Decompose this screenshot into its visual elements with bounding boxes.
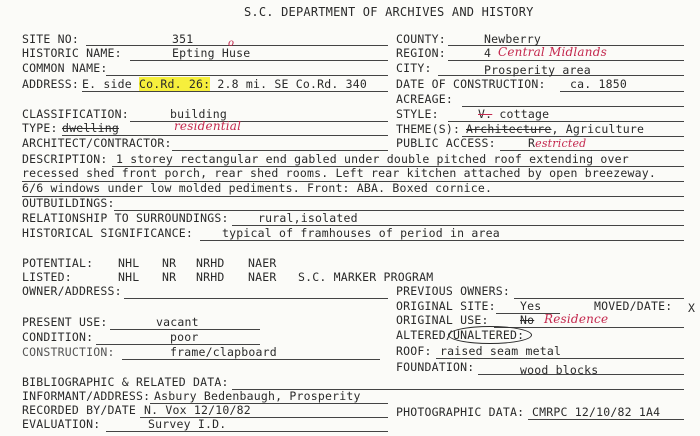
- description-text-2: recessed shed front porch, rear shed rooms. Left rear kitchen attached by open breezeway.: [22, 166, 656, 180]
- recorded-by-label: RECORDED BY/DATE: [22, 403, 136, 417]
- style-label: STYLE:: [396, 107, 439, 121]
- date-of-construction-label: DATE OF CONSTRUCTION:: [396, 77, 546, 91]
- city-label: CITY:: [396, 61, 432, 75]
- historic-name-part-b: o use: [228, 38, 251, 60]
- description-line-3: [22, 196, 684, 197]
- region-number: 4: [484, 46, 492, 60]
- date-of-construction-line: [560, 91, 684, 92]
- unaltered-circle-mark: [448, 326, 532, 344]
- region-handwritten: Central Midlands: [498, 45, 607, 59]
- common-name-line: [106, 75, 388, 76]
- evaluation-value: Survey I.D.: [148, 417, 227, 431]
- site-no-value: 351: [172, 32, 194, 46]
- themes-text: , Agriculture: [551, 122, 645, 136]
- acreage-label: ACREAGE:: [396, 92, 453, 106]
- original-use-struck: No: [520, 313, 535, 327]
- altered-unaltered-label: ALTERED/UNALTERED:: [396, 328, 525, 342]
- themes-label: THEME(S):: [396, 122, 461, 136]
- roof-label: ROOF:: [396, 344, 432, 358]
- significance-label: HISTORICAL SIGNIFICANCE:: [22, 226, 193, 240]
- original-use-handwritten: Residence: [544, 312, 609, 326]
- themes-value: [466, 123, 644, 136]
- classification-label: CLASSIFICATION:: [22, 107, 129, 121]
- public-access-handwritten: estricted: [535, 137, 587, 150]
- description-text-1: 1 storey rectangular end gabled under double pitched roof extending over: [116, 152, 629, 166]
- historic-name-label: HISTORIC NAME:: [22, 46, 122, 60]
- themes-struck: Architecture: [466, 122, 552, 136]
- historic-name-line: [130, 60, 388, 61]
- address-label: ADDRESS:: [22, 77, 79, 91]
- owner-label: OWNER/ADDRESS:: [22, 284, 122, 298]
- classification-line: [130, 121, 388, 122]
- foundation-label: FOUNDATION:: [396, 360, 475, 374]
- architect-label: ARCHITECT/CONTRACTOR:: [22, 136, 172, 150]
- address-highlight: Co.Rd. 26:: [139, 77, 211, 91]
- marker-program-label: S.C. MARKER PROGRAM: [298, 270, 434, 284]
- address-part-2: 2.8 mi. SE Co.Rd. 340: [210, 77, 367, 91]
- date-of-construction-value: ca. 1850: [570, 77, 627, 91]
- listed-code-nrhd: NRHD: [196, 270, 225, 284]
- county-value: Newberry: [484, 32, 541, 46]
- potential-code-nrhd: NRHD: [196, 256, 225, 270]
- common-name-label: COMMON NAME:: [22, 61, 108, 75]
- address-part-1: E. side: [82, 77, 139, 91]
- roof-line: [436, 358, 684, 359]
- style-text: cottage: [492, 107, 550, 121]
- public-access-r: R: [528, 136, 536, 150]
- present-use-value: vacant: [156, 315, 199, 329]
- potential-code-naer: NAER: [248, 256, 277, 270]
- moved-date-label: MOVED/DATE:: [594, 299, 673, 313]
- original-site-value: Yes: [520, 299, 542, 313]
- listed-code-nr: NR: [162, 270, 177, 284]
- original-site-label: ORIGINAL SITE:: [396, 299, 496, 313]
- historic-name-part-a: Epting H: [172, 46, 229, 60]
- public-access-label: PUBLIC ACCESS:: [396, 136, 496, 150]
- owner-line: [124, 298, 388, 299]
- type-label: TYPE:: [22, 121, 58, 135]
- card-header: S.C. DEPARTMENT OF ARCHIVES AND HISTORY: [244, 5, 534, 19]
- significance-value: typical of framhouses of period in area: [222, 226, 500, 240]
- evaluation-line: [106, 431, 388, 432]
- city-value: Prosperity area: [484, 63, 591, 77]
- recorded-by-value: N. Vox 12/10/82: [144, 403, 251, 417]
- potential-label: POTENTIAL:: [22, 256, 94, 270]
- public-access-line: [500, 150, 684, 151]
- listed-code-nhl: NHL: [118, 270, 140, 284]
- address-value: [82, 78, 367, 91]
- site-no-label: SITE NO:: [22, 32, 79, 46]
- foundation-value: wood blocks: [520, 363, 599, 377]
- description-text-3: 6/6 windows under low molded pediments. Front: ABA. Boxed cornice.: [22, 181, 493, 195]
- historic-name-insertion: o: [228, 38, 235, 49]
- previous-owners-label: PREVIOUS OWNERS:: [396, 284, 510, 298]
- construction-value: frame/clapboard: [170, 345, 277, 359]
- county-label: COUNTY:: [396, 32, 446, 46]
- roof-value: raised seam metal: [440, 344, 562, 358]
- present-use-label: PRESENT USE:: [22, 315, 108, 329]
- style-struck: V.: [478, 107, 493, 121]
- photographic-data-label: PHOTOGRAPHIC DATA:: [396, 405, 525, 419]
- condition-value: poor: [170, 330, 199, 344]
- potential-code-nr: NR: [162, 256, 177, 270]
- type-struck-value: dwelling: [62, 121, 119, 135]
- construction-label: CONSTRUCTION:: [22, 345, 115, 359]
- classification-value: building: [170, 107, 227, 121]
- potential-code-nhl: NHL: [118, 256, 140, 270]
- style-value: [478, 108, 549, 121]
- construction-line: [122, 359, 380, 360]
- photographic-data-value: CMRPC 12/10/82 1A4: [532, 405, 661, 419]
- region-line: [448, 60, 684, 61]
- moved-date-mark: X: [688, 301, 696, 315]
- informant-label: INFORMANT/ADDRESS:: [22, 389, 151, 403]
- listed-label: LISTED:: [22, 270, 72, 284]
- bibliographic-label: BIBLIOGRAPHIC & RELATED DATA:: [22, 375, 229, 389]
- original-use-label: ORIGINAL USE:: [396, 313, 489, 327]
- description-label: DESCRIPTION:: [22, 152, 108, 166]
- type-handwritten: residential: [174, 119, 242, 133]
- public-access-value: [528, 137, 586, 150]
- informant-value: Asbury Bedenbaugh, Prosperity: [154, 389, 361, 403]
- relationship-label: RELATIONSHIP TO SURROUNDINGS:: [22, 211, 229, 225]
- outbuildings-label: OUTBUILDINGS:: [22, 196, 115, 210]
- evaluation-label: EVALUATION:: [22, 417, 101, 431]
- condition-label: CONDITION:: [22, 330, 94, 344]
- listed-code-naer: NAER: [248, 270, 277, 284]
- architect-line: [172, 150, 388, 151]
- address-line: [82, 91, 388, 92]
- region-label: REGION:: [396, 46, 446, 60]
- photographic-data-line: [528, 419, 684, 420]
- significance-line: [200, 240, 684, 241]
- relationship-value: rural,isolated: [258, 211, 358, 225]
